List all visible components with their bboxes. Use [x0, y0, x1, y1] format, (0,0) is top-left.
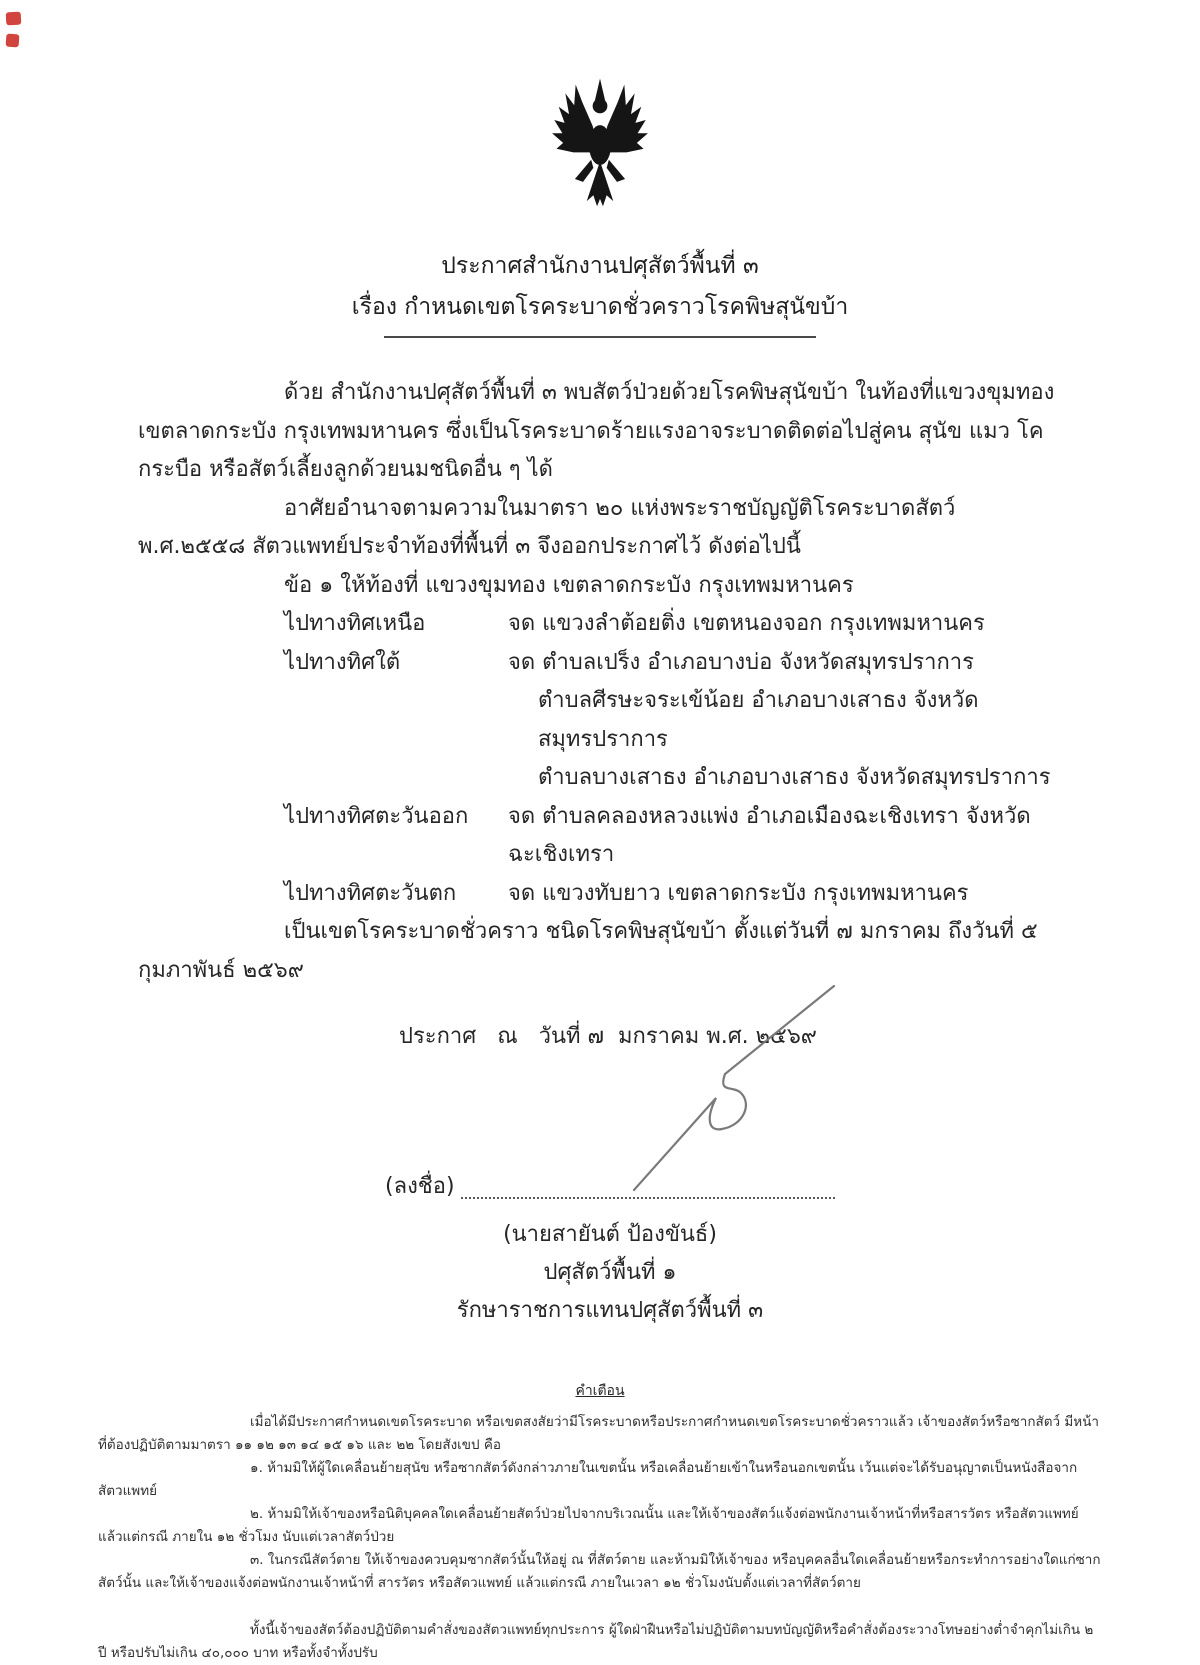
boundary-direction-value: จด แขวงทับยาว เขตลาดกระบัง กรุงเทพมหานคร	[508, 880, 969, 906]
warning-paragraph: ๓. ในกรณีสัตว์ตาย ให้เจ้าของควบคุมซากสัตว์นั้นให้อยู่ ณ ที่สัตว์ตาย และห้ามมิให้เจ้าของ หรือบุคคลอื่นใดเคลื่อนย้ายหรือกระทำการอย่างใดแก่ซากสัตว์นั้น และให้เจ้าของแจ้งต่อพนักงานเจ้าหน้าที่ สารวัตร หรือสัตวแพทย์ แล้วแต่กรณี ภายในเวลา ๑๒ ชั่วโมงนับตั้งแต่เวลาที่สัตว์ตาย	[98, 1552, 1101, 1591]
document-title: ประกาศสำนักงานปศุสัตว์พื้นที่ ๓	[441, 253, 759, 279]
boundary-row-north	[284, 605, 1062, 644]
sign-line-row	[385, 1168, 835, 1206]
boundary-direction-label: ไปทางทิศตะวันตก	[284, 880, 457, 906]
boundary-direction-label: ไปทางทิศใต้	[284, 649, 401, 675]
warning-paragraph: เมื่อได้มีประกาศกำหนดเขตโรคระบาด หรือเขตสงสัยว่ามีโรคระบาดหรือประกาศกำหนดเขตโรคระบาดชั่วคราวแล้ว เจ้าของสัตว์หรือซากสัตว์ มีหน้าที่ต้องปฏิบัติตามมาตรา ๑๑ ๑๒ ๑๓ ๑๔ ๑๕ ๑๖ และ ๒๒ โดยสังเขป คือ	[98, 1414, 1100, 1453]
boundary-direction-label	[284, 759, 508, 798]
boundary-direction-label: ไปทางทิศตะวันออก	[284, 803, 469, 829]
boundary-row-east	[284, 798, 1062, 875]
boundary-direction-label: ไปทางทิศเหนือ	[284, 611, 426, 636]
boundary-row-west	[284, 875, 1062, 914]
signature-block	[385, 1018, 835, 1330]
signer-name: (นายสายันต์ ป้องขันธ์)	[503, 1222, 717, 1247]
boundary-direction-value: จด แขวงลำต้อยติ่ง เขตหนองจอก กรุงเทพมหานคร	[508, 611, 985, 636]
warning-penalty-paragraph: ทั้งนี้เจ้าของสัตว์ต้องปฏิบัติตามคำสั่งของสัตวแพทย์ทุกประการ ผู้ใดฝ่าฝืนหรือไม่ปฏิบัติตามบทบัญญัติหรือคำสั่งต้องระวางโทษอย่างต่ำจำคุกไม่เกิน ๒ ปี หรือปรับไม่เกิน ๔๐,๐๐๐ บาท หรือทั้งจำทั้งปรับ	[98, 1622, 1094, 1661]
document-header	[0, 246, 1200, 328]
boundary-direction-value: จด ตำบลเปร็ง อำเภอบางบ่อ จังหวัดสมุทรปราการ	[508, 649, 974, 675]
boundary-direction-label	[284, 682, 508, 759]
signer-position-1: ปศุสัตว์พื้นที่ ๑	[543, 1260, 677, 1285]
paragraph-authority: อาศัยอำนาจตามความในมาตรา ๒๐ แห่งพระราชบัญญัติโรคระบาดสัตว์ พ.ศ.๒๕๕๘ สัตวแพทย์ประจำท้องที่พื้นที่ ๓ จึงออกประกาศไว้ ดังต่อไปนี้	[138, 495, 956, 559]
boundary-direction-value: จด ตำบลคลองหลวงแพ่ง อำเภอเมืองฉะเชิงเทรา จังหวัดฉะเชิงเทรา	[508, 803, 1031, 867]
sign-label: (ลงชื่อ)	[385, 1174, 455, 1199]
signer-position-2: รักษาราชการแทนปศุสัตว์พื้นที่ ๓	[456, 1298, 764, 1323]
warning-heading: คำเตือน	[575, 1383, 625, 1399]
boundary-table	[284, 605, 1062, 913]
title-divider	[384, 336, 816, 338]
red-mark-icon	[6, 12, 22, 26]
warning-paragraph: ๒. ห้ามมิให้เจ้าของหรือนิติบุคคลใดเคลื่อนย้ายสัตว์ป่วยไปจากบริเวณนั้น และให้เจ้าของสัตว์แจ้งต่อพนักงานเจ้าหน้าที่หรือสารวัตร หรือสัตวแพทย์ แล้วแต่กรณี ภายใน ๑๒ ชั่วโมง นับแต่เวลาสัตว์ป่วย	[98, 1506, 1079, 1545]
boundary-direction-value: ตำบลศีรษะจระเข้น้อย อำเภอบางเสาธง จังหวัดสมุทรปราการ	[538, 688, 979, 752]
red-mark-icon	[6, 34, 20, 48]
boundary-row-south-cont	[284, 759, 1062, 798]
paragraph-duration: เป็นเขตโรคระบาดชั่วคราว ชนิดโรคพิษสุนัขบ้า ตั้งแต่วันที่ ๗ มกราคม ถึงวันที่ ๕ กุมภาพันธ์ ๒๕๖๙	[138, 919, 1038, 983]
announce-date-line: ประกาศ ณ วันที่ ๗ มกราคม พ.ศ. ๒๕๖๙	[399, 1024, 817, 1049]
clause-1: ข้อ ๑ ให้ท้องที่ แขวงขุมทอง เขตลาดกระบัง กรุงเทพมหานคร	[284, 572, 854, 598]
boundary-row-south-cont	[284, 682, 1062, 759]
document-subject: เรื่อง กำหนดเขตโรคระบาดชั่วคราวโรคพิษสุนัขบ้า	[351, 294, 849, 320]
document-body	[138, 374, 1062, 990]
paragraph-intro: ด้วย สำนักงานปศุสัตว์พื้นที่ ๓ พบสัตว์ป่วยด้วยโรคพิษสุนัขบ้า ในท้องที่แขวงขุมทอง เขตลาดกระบัง กรุงเทพมหานคร ซึ่งเป็นโรคระบาดร้ายแรงอาจระบาดติดต่อไปสู่คน สุนัข แมว โค กระบือ หรือสัตว์เลี้ยงลูกด้วยนมชนิดอื่น ๆ ได้	[138, 380, 1055, 482]
boundary-row-south	[284, 644, 1062, 683]
warning-paragraph: ๑. ห้ามมิให้ผู้ใดเคลื่อนย้ายสุนัข หรือซากสัตว์ดังกล่าวภายในเขตนั้น หรือเคลื่อนย้ายเข้าในหรือนอกเขตนั้น เว้นแต่จะได้รับอนุญาตเป็นหนังสือจากสัตวแพทย์	[98, 1460, 1078, 1499]
boundary-direction-value: ตำบลบางเสาธง อำเภอบางเสาธง จังหวัดสมุทรปราการ	[538, 765, 1051, 790]
signature-dotted-line	[461, 1197, 835, 1199]
scan-artifact-marks	[6, 12, 30, 56]
garuda-emblem-icon	[541, 72, 659, 224]
warning-section	[98, 1380, 1102, 1665]
